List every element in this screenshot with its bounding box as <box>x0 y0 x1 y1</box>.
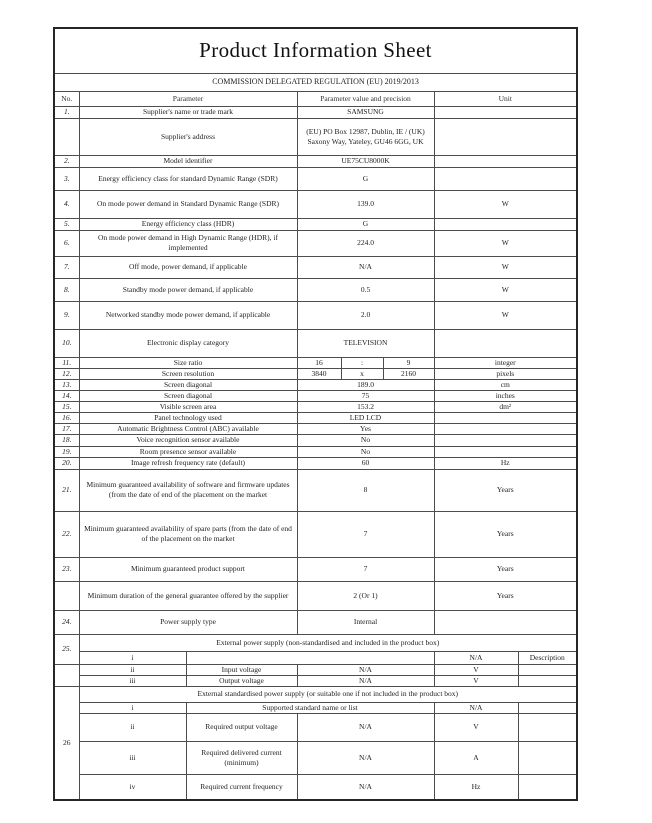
unit-cell: Years <box>434 469 577 511</box>
value-cell: LED LCD <box>297 412 434 423</box>
idx-cell: i <box>79 702 186 713</box>
table-row <box>54 434 577 446</box>
param-cell: Networked standby mode power demand, if applicable <box>79 301 297 329</box>
param-cell: Automatic Brightness Control (ABC) available <box>79 423 297 434</box>
unit-cell <box>434 329 577 357</box>
no-cell: 12. <box>54 368 79 379</box>
param-cell: Panel technology used <box>79 412 297 423</box>
no-cell: 5. <box>54 218 79 230</box>
param-cell: Image refresh frequency rate (default) <box>79 457 297 469</box>
value-cell: 224.0 <box>297 230 434 256</box>
idx-cell: i <box>79 651 186 664</box>
no-cell: 24. <box>54 610 79 634</box>
no-cell <box>54 118 79 155</box>
no-cell <box>54 664 79 686</box>
unit-cell: Hz <box>434 774 518 800</box>
no-cell: 14. <box>54 390 79 401</box>
table-row <box>54 256 577 278</box>
value-cell-3: 9 <box>383 357 434 368</box>
value-cell: N/A <box>297 774 434 800</box>
unit-cell: inches <box>434 390 577 401</box>
param-cell: Screen diagonal <box>79 379 297 390</box>
no-cell: 22. <box>54 511 79 557</box>
param-cell: Minimum guaranteed product support <box>79 557 297 581</box>
table-row <box>54 390 577 401</box>
unit-cell: W <box>434 190 577 218</box>
unit-cell <box>434 167 577 190</box>
unit-cell: Hz <box>434 457 577 469</box>
table-row <box>54 230 577 256</box>
table-row <box>54 118 577 155</box>
table-row <box>54 457 577 469</box>
table-row <box>54 651 577 664</box>
section-25-header-row <box>54 634 577 651</box>
section-26-header-row <box>54 686 577 702</box>
col-header-value: Parameter value and precision <box>297 91 434 106</box>
param-cell: Model identifier <box>79 155 297 167</box>
page-title: Product Information Sheet <box>54 28 577 73</box>
idx-cell: ii <box>79 664 186 675</box>
value-cell: G <box>297 218 434 230</box>
desc-cell <box>518 741 577 774</box>
unit-cell <box>434 446 577 457</box>
na-cell: N/A <box>434 702 518 713</box>
no-cell: 8. <box>54 278 79 301</box>
section-header-cell: External standardised power supply (or suitable one if not included in the product box) <box>79 686 577 702</box>
unit-cell: W <box>434 256 577 278</box>
title-row <box>54 28 577 73</box>
value-cell: 75 <box>297 390 434 401</box>
value-cell: N/A <box>297 675 434 686</box>
value-cell: 0.5 <box>297 278 434 301</box>
value-cell: SAMSUNG <box>297 106 434 118</box>
unit-cell: A <box>434 741 518 774</box>
value-cell-1: 3840 <box>297 368 341 379</box>
unit-cell: dm² <box>434 401 577 412</box>
table-row <box>54 675 577 686</box>
table-row <box>54 167 577 190</box>
table-row <box>54 412 577 423</box>
unit-cell: Years <box>434 581 577 610</box>
no-cell: 16. <box>54 412 79 423</box>
param-cell: Visible screen area <box>79 401 297 412</box>
table-row <box>54 446 577 457</box>
value-cell: N/A <box>297 256 434 278</box>
param-cell: Room presence sensor available <box>79 446 297 457</box>
param-cell: Minimum guaranteed availability of software and firmware updates (from the date of end of the placement on the market <box>79 469 297 511</box>
desc-cell <box>518 675 577 686</box>
table-row <box>54 401 577 412</box>
param-cell: Supplier's address <box>79 118 297 155</box>
section-header-cell: External power supply (non-standardised and included in the product box) <box>79 634 577 651</box>
table-row <box>54 581 577 610</box>
table-row <box>54 702 577 713</box>
value-cell: (EU) PO Box 12987, Dublin, IE / (UK) Saxony Way, Yateley, GU46 6GG, UK <box>297 118 434 155</box>
param-cell: Screen diagonal <box>79 390 297 401</box>
unit-cell: W <box>434 230 577 256</box>
no-cell: 7. <box>54 256 79 278</box>
value-cell: Internal <box>297 610 434 634</box>
table-row <box>54 218 577 230</box>
table-row <box>54 469 577 511</box>
table-row <box>54 368 577 379</box>
table-row <box>54 278 577 301</box>
value-cell: 60 <box>297 457 434 469</box>
col-header-parameter: Parameter <box>79 91 297 106</box>
param-cell: Energy efficiency class for standard Dynamic Range (SDR) <box>79 167 297 190</box>
unit-cell <box>434 423 577 434</box>
desc-cell <box>518 713 577 741</box>
na-cell: N/A <box>434 651 518 664</box>
table-row <box>54 511 577 557</box>
value-cell: 8 <box>297 469 434 511</box>
product-information-sheet <box>53 27 576 801</box>
unit-cell: Years <box>434 557 577 581</box>
no-cell: 18. <box>54 434 79 446</box>
label-cell: Supported standard name or list <box>186 702 434 713</box>
regulation-subtitle: COMMISSION DELEGATED REGULATION (EU) 2019/2013 <box>54 73 577 91</box>
unit-cell <box>434 412 577 423</box>
label-cell: Output voltage <box>186 675 297 686</box>
no-cell: 13. <box>54 379 79 390</box>
no-cell: 10. <box>54 329 79 357</box>
no-cell: 23. <box>54 557 79 581</box>
value-cell: UE75CU8000K <box>297 155 434 167</box>
param-cell: Minimum duration of the general guarantee offered by the supplier <box>79 581 297 610</box>
product-info-table <box>53 27 578 801</box>
table-row <box>54 190 577 218</box>
no-cell: 9. <box>54 301 79 329</box>
no-cell: 11. <box>54 357 79 368</box>
value-cell: TELEVISION <box>297 329 434 357</box>
param-cell: Minimum guaranteed availability of spare parts (from the date of end of the placement on the market <box>79 511 297 557</box>
param-cell: Energy efficiency class (HDR) <box>79 218 297 230</box>
no-cell: 25. <box>54 634 79 664</box>
no-cell: 1. <box>54 106 79 118</box>
unit-cell <box>434 155 577 167</box>
value-cell-1: 16 <box>297 357 341 368</box>
table-row <box>54 301 577 329</box>
value-cell: 7 <box>297 557 434 581</box>
no-cell: 19. <box>54 446 79 457</box>
table-row <box>54 329 577 357</box>
value-cell: 153.2 <box>297 401 434 412</box>
column-header-row <box>54 91 577 106</box>
table-row <box>54 379 577 390</box>
no-cell <box>54 581 79 610</box>
table-row <box>54 155 577 167</box>
param-cell: Electronic display category <box>79 329 297 357</box>
no-cell: 3. <box>54 167 79 190</box>
value-cell: No <box>297 446 434 457</box>
desc-cell <box>518 664 577 675</box>
table-row <box>54 106 577 118</box>
param-cell: Voice recognition sensor available <box>79 434 297 446</box>
table-row <box>54 713 577 741</box>
col-header-unit: Unit <box>434 91 577 106</box>
param-cell: Size ratio <box>79 357 297 368</box>
desc-cell <box>518 702 577 713</box>
idx-cell: iii <box>79 675 186 686</box>
value-cell: No <box>297 434 434 446</box>
table-row <box>54 423 577 434</box>
label-cell: Required output voltage <box>186 713 297 741</box>
table-row <box>54 741 577 774</box>
no-cell: 26 <box>54 686 79 800</box>
table-row <box>54 557 577 581</box>
no-cell: 2. <box>54 155 79 167</box>
desc-cell: Description <box>518 651 577 664</box>
unit-cell: W <box>434 301 577 329</box>
value-cell-2: x <box>341 368 383 379</box>
table-row <box>54 357 577 368</box>
value-cell: 2 (Or 1) <box>297 581 434 610</box>
unit-cell: pixels <box>434 368 577 379</box>
unit-cell <box>434 610 577 634</box>
no-cell: 15. <box>54 401 79 412</box>
no-cell: 21. <box>54 469 79 511</box>
unit-cell <box>434 434 577 446</box>
param-cell: Power supply type <box>79 610 297 634</box>
desc-cell <box>518 774 577 800</box>
table-row <box>54 774 577 800</box>
unit-cell: W <box>434 278 577 301</box>
regulation-row <box>54 73 577 91</box>
unit-cell: Years <box>434 511 577 557</box>
value-cell: 2.0 <box>297 301 434 329</box>
unit-cell: V <box>434 664 518 675</box>
unit-cell <box>434 218 577 230</box>
param-cell: Supplier's name or trade mark <box>79 106 297 118</box>
unit-cell: cm <box>434 379 577 390</box>
unit-cell <box>434 106 577 118</box>
value-cell: Yes <box>297 423 434 434</box>
unit-cell: V <box>434 675 518 686</box>
unit-cell <box>434 118 577 155</box>
label-cell: Input voltage <box>186 664 297 675</box>
label-cell <box>186 651 434 664</box>
unit-cell: integer <box>434 357 577 368</box>
idx-cell: iv <box>79 774 186 800</box>
label-cell: Required delivered current (minimum) <box>186 741 297 774</box>
param-cell: Standby mode power demand, if applicable <box>79 278 297 301</box>
table-row <box>54 610 577 634</box>
no-cell: 17. <box>54 423 79 434</box>
unit-cell: V <box>434 713 518 741</box>
value-cell: N/A <box>297 664 434 675</box>
value-cell: N/A <box>297 713 434 741</box>
value-cell-2: : <box>341 357 383 368</box>
value-cell-3: 2160 <box>383 368 434 379</box>
idx-cell: ii <box>79 713 186 741</box>
value-cell: 7 <box>297 511 434 557</box>
no-cell: 20. <box>54 457 79 469</box>
param-cell: On mode power demand in High Dynamic Range (HDR), if implemented <box>79 230 297 256</box>
value-cell: N/A <box>297 741 434 774</box>
param-cell: Screen resolution <box>79 368 297 379</box>
no-cell: 4. <box>54 190 79 218</box>
idx-cell: iii <box>79 741 186 774</box>
label-cell: Required current frequency <box>186 774 297 800</box>
param-cell: On mode power demand in Standard Dynamic Range (SDR) <box>79 190 297 218</box>
value-cell: 189.0 <box>297 379 434 390</box>
value-cell: G <box>297 167 434 190</box>
value-cell: 139.0 <box>297 190 434 218</box>
col-header-no: No. <box>54 91 79 106</box>
no-cell: 6. <box>54 230 79 256</box>
param-cell: Off mode, power demand, if applicable <box>79 256 297 278</box>
table-row <box>54 664 577 675</box>
